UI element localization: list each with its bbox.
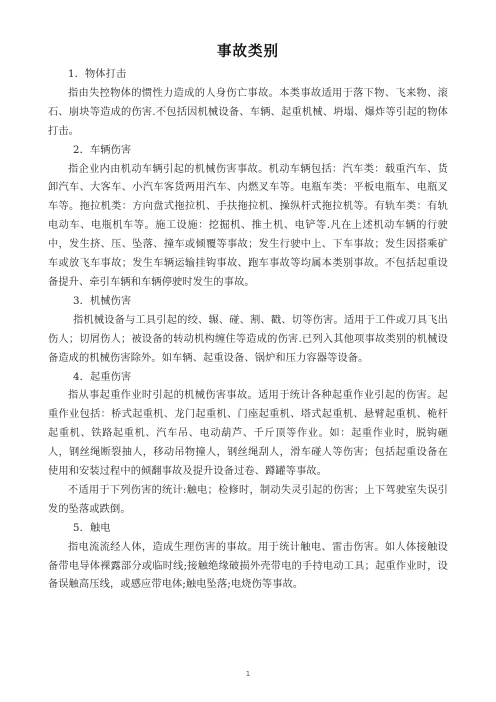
section-paragraph: 指由失控物体的惯性力造成的人身伤亡事故。本类事故适用于落下物、飞来物、滚石、崩块等造成的伤害.不包括因机械设备、车辆、起重机械、坍塌、爆炸等引起的物体打击。	[48, 87, 448, 137]
section-heading-vehicle-injury: 2．车辆伤害	[73, 144, 132, 156]
section-heading-electric-shock: 5．触电	[73, 522, 111, 534]
section-heading-object-strike: 1．物体打击	[68, 69, 127, 80]
section-paragraph: 指电流流经人体，造成生理伤害的事故。用于统计触电、雷击伤害。如人体接触设备带电导体裸露部分或临时线;接触绝缘破损外壳带电的手持电动工具；起重作业时，设备误触高压线，或感应带电体;触电坠落;电烧伤等事故。	[48, 541, 448, 591]
section-heading-lifting-injury: 4．起重伤害	[73, 371, 132, 383]
section-paragraph: 指企业内由机动车辆引起的机械伤害事故。机动车辆包括：汽车类：载重汽车、货卸汽车、大客车、小汽车客货两用汽车、内燃叉车等。电瓶车类：平板电瓶车、电瓶叉车等。拖拉机类：方向盘式拖拉机、手扶拖拉机、操纵杆式拖拉机等。有轨车类：有轨电动车、电瓶机车等。施工设施：挖掘机、推土机、电铲等.凡在上述机动车辆的行驶中，发生挤、压、坠落、撞车或倾覆等事故；发生行驶中上、下车事故；发生因搭乘矿车或放飞车事故；发生车辆运输挂钩事故、跑车事故等均属本类别事故。不包括起重设备提升、牵引车辆和车辆停驶时发生的事故。	[48, 163, 448, 288]
section-paragraph: 指机械设备与工具引起的绞、辗、碰、割、戳、切等伤害。适用于工件或刀具飞出伤人；切屑伤人；被设备的转动机构缠住等造成的伤害.已列入其他项事故类别的机械设备造成的机械伤害除外。如车辆、起重设备、锅炉和压力容器等设备。	[48, 314, 448, 364]
section-heading-mechanical-injury: 3．机械伤害	[73, 295, 132, 307]
section-paragraph: 不适用于下列伤害的统计:触电；检修时，制动失灵引起的伤害；上下驾驶室失误引发的坠落或跌倒。	[48, 484, 448, 515]
section-paragraph: 指从事起重作业时引起的机械伤害事故。适用于统计各种起重作业引起的伤害。起重作业包括：桥式起重机、龙门起重机、门座起重机、塔式起重机、悬臂起重机、桅杆起重机、铁路起重机、汽车吊、电动葫芦、千斤顶等作业。如：起重作业时，脱钩砸人，钢丝绳断裂抽人，移动吊物撞人，钢丝绳刮人，滑车碰人等伤害；包括起重设备在使用和安装过程中的倾翻事故及提升设备过卷、蹲罐等事故。	[48, 390, 448, 478]
document-title: 事故类别	[217, 44, 279, 60]
page-number: 1	[245, 670, 251, 678]
document-body	[48, 66, 448, 595]
